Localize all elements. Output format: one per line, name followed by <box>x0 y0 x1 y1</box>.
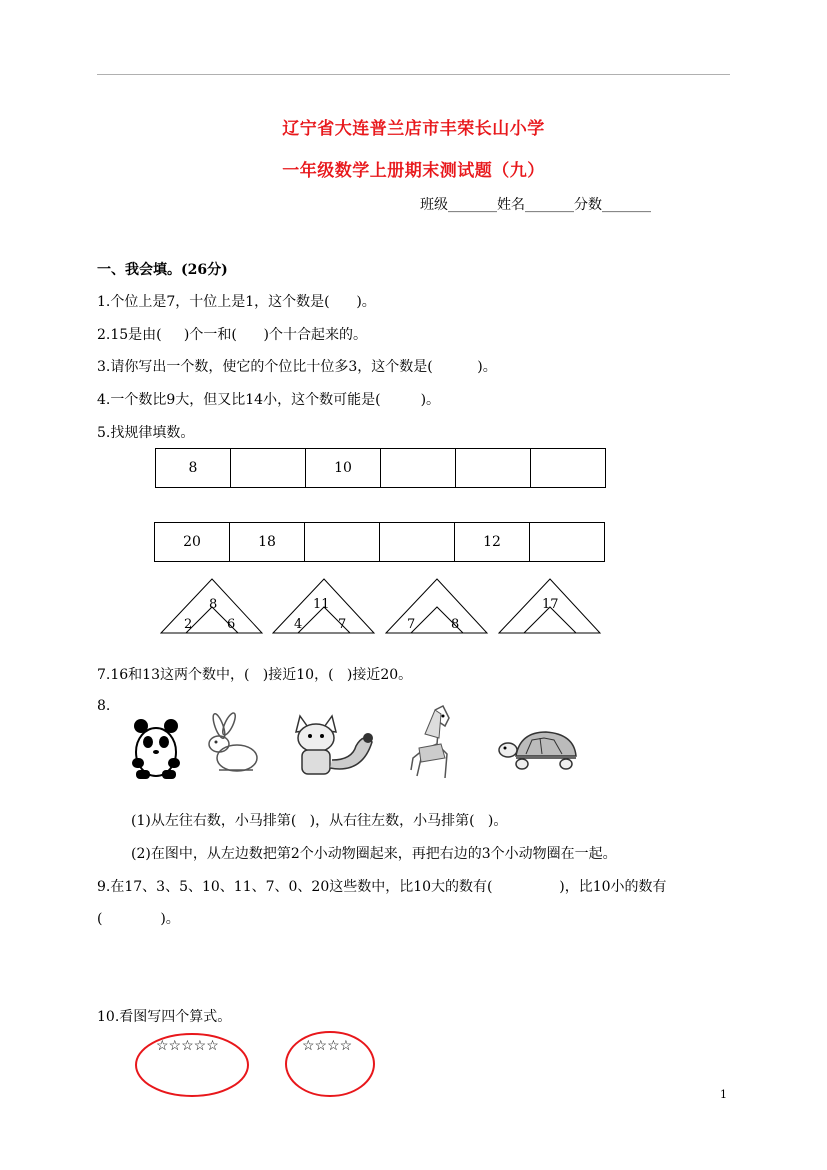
seq1-cell <box>231 449 306 488</box>
question-7: 7.16和13这两个数中，( )接近10，( )接近20。 <box>97 667 413 683</box>
triangle-right-number: 6 <box>227 617 236 632</box>
triangle-top-number: 8 <box>209 597 218 612</box>
sequence-table-1 <box>155 448 606 488</box>
horse-icon <box>405 704 461 782</box>
triangle-left-number: 4 <box>294 617 303 632</box>
question-9-line-2: ( )。 <box>97 911 180 927</box>
question-1: 1.个位上是7，十位上是1，这个数是( )。 <box>97 294 376 310</box>
turtle-icon <box>496 726 582 776</box>
section-heading: 一、我会填。(26分) <box>97 262 228 278</box>
question-5: 5.找规律填数。 <box>97 425 195 441</box>
question-4: 4.一个数比9大，但又比14小，这个数可能是( )。 <box>97 392 441 408</box>
number-triangle-2 <box>272 577 376 635</box>
number-triangle-1 <box>160 577 264 635</box>
panda-icon <box>128 714 184 780</box>
question-8: 8. <box>97 698 111 714</box>
triangle-right-number: 8 <box>451 617 460 632</box>
seq2-cell <box>530 523 605 562</box>
rabbit-icon <box>203 712 263 776</box>
triangle-top-number: 11 <box>313 597 330 612</box>
sequence-table-2 <box>154 522 605 562</box>
star-group-1: ☆☆☆☆☆ <box>156 1038 219 1054</box>
seq2-cell: 18 <box>230 523 305 562</box>
question-3: 3.请你写出一个数，使它的个位比十位多3，这个数是( )。 <box>97 359 497 375</box>
student-info-line: 班级_______姓名_______分数_______ <box>420 197 651 213</box>
fox-icon <box>292 712 378 778</box>
seq1-cell <box>381 449 456 488</box>
header-rule <box>97 74 730 75</box>
seq1-cell: 8 <box>156 449 231 488</box>
seq1-cell <box>531 449 606 488</box>
question-8-part-1: (1)从左往右数，小马排第( )，从右往左数，小马排第( )。 <box>131 813 508 829</box>
page-number: 1 <box>720 1088 727 1101</box>
triangle-top-number: 17 <box>542 597 559 612</box>
question-8-part-2: (2)在图中，从左边数把第2个小动物圈起来，再把右边的3个小动物圈在一起。 <box>131 846 617 862</box>
exam-title: 一年级数学上册期末测试题（九） <box>282 161 545 181</box>
number-triangle-4 <box>498 577 602 635</box>
question-2: 2.15是由( )个一和( )个十合起来的。 <box>97 327 367 343</box>
seq2-cell <box>380 523 455 562</box>
question-10: 10.看图写四个算式。 <box>97 1009 232 1025</box>
seq2-cell: 12 <box>455 523 530 562</box>
seq2-cell: 20 <box>155 523 230 562</box>
triangle-right-number: 7 <box>338 617 347 632</box>
triangle-left-number: 7 <box>407 617 416 632</box>
star-group-2: ☆☆☆☆ <box>302 1038 353 1054</box>
question-9-line-1: 9.在17、3、5、10、11、7、0、20这些数中，比10大的数有( )，比10小的数有 <box>97 879 667 895</box>
number-triangle-3 <box>385 577 489 635</box>
triangle-left-number: 2 <box>184 617 193 632</box>
seq2-cell <box>305 523 380 562</box>
seq1-cell <box>456 449 531 488</box>
seq1-cell: 10 <box>306 449 381 488</box>
school-title: 辽宁省大连普兰店市丰荣长山小学 <box>282 119 545 139</box>
